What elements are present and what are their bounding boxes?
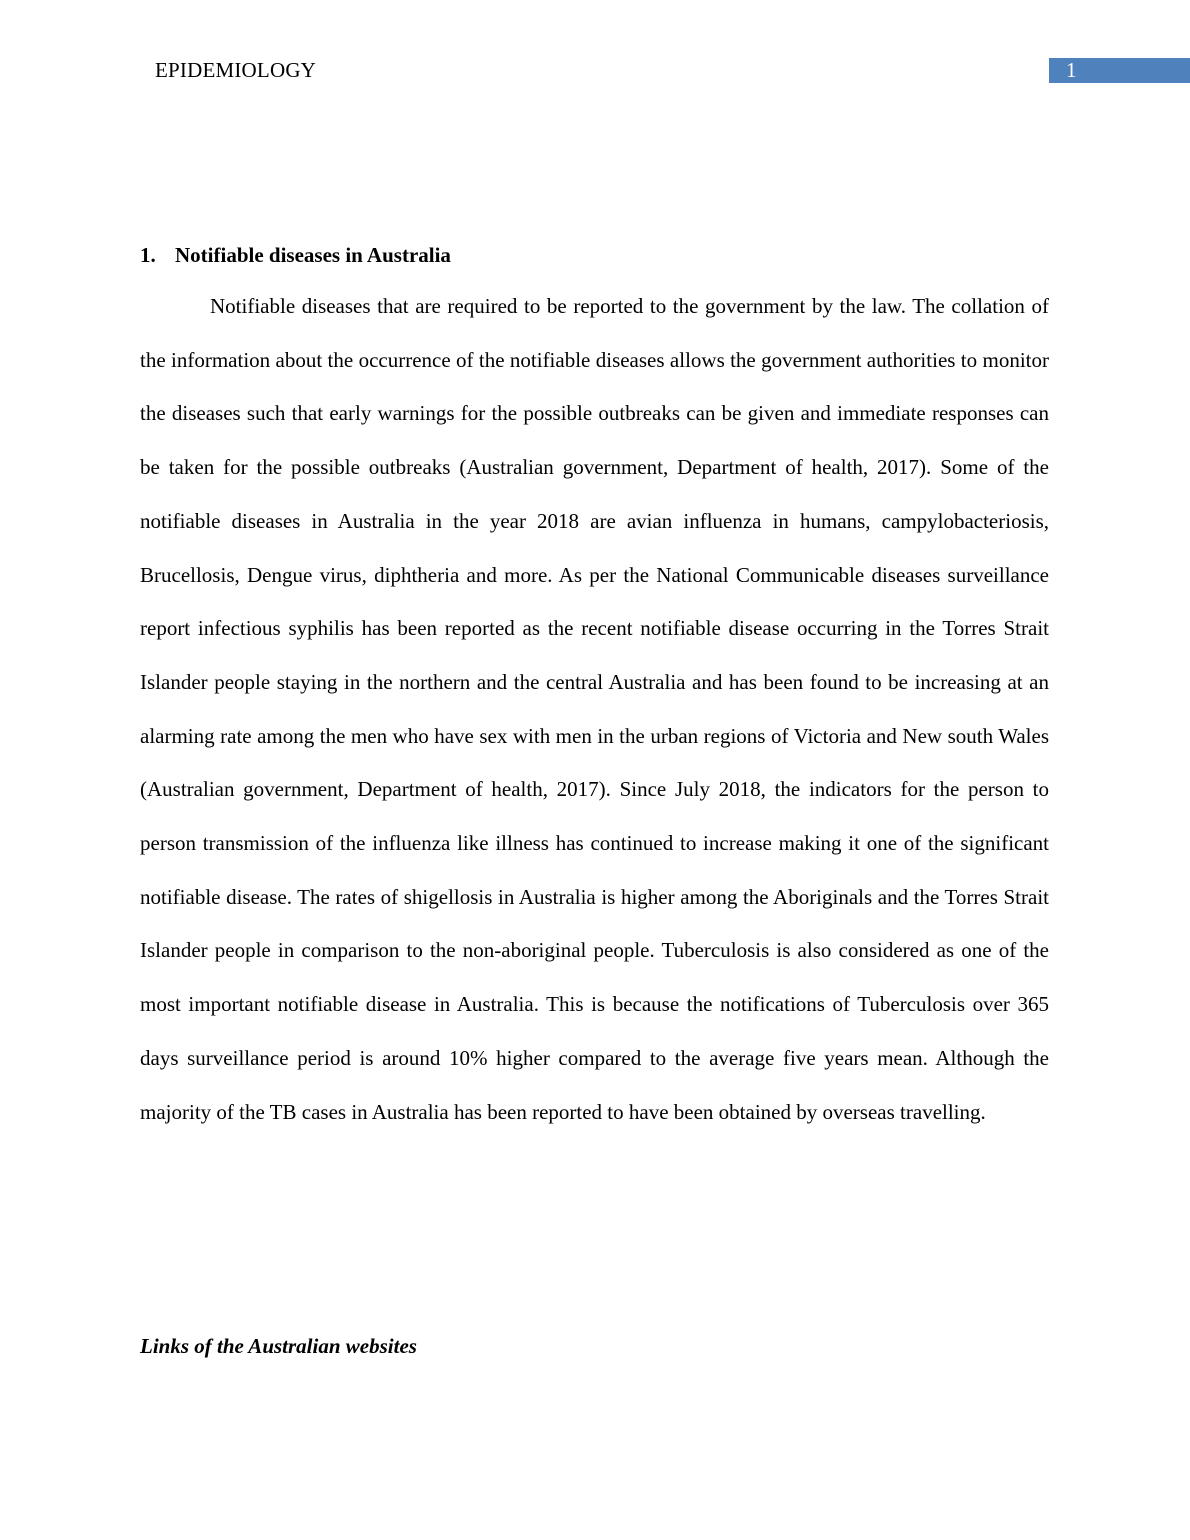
section-title: Notifiable diseases in Australia	[175, 243, 451, 267]
section-heading	[140, 241, 451, 269]
body-paragraph: Notifiable diseases that are required to be reported to the government by the law. The collation of the information about the occurrence of the notifiable diseases allows the government authorities to monitor the diseases such that early warnings for the possible outbreaks can be given and immediate responses can be taken for the possible outbreaks (Australian government, Department of health, 2017). Some of the notifiable diseases in Australia in the year 2018 are avian influenza in humans, campylobacteriosis, Brucellosis, Dengue virus, diphtheria and more. As per the National Communicable diseases surveillance report infectious syphilis has been reported as the recent notifiable disease occurring in the Torres Strait Islander people staying in the northern and the central Australia and has been found to be increasing at an alarming rate among the men who have sex with men in the urban regions of Victoria and New south Wales (Australian government, Department of health, 2017). Since July 2018, the indicators for the person to person transmission of the influenza like illness has continued to increase making it one of the significant notifiable disease. The rates of shigellosis in Australia is higher among the Aboriginals and the Torres Strait Islander people in comparison to the non-aboriginal people. Tuberculosis is also considered as one of the most important notifiable disease in Australia. This is because the notifications of Tuberculosis over 365 days surveillance period is around 10% higher compared to the average five years mean. Although the majority of the TB cases in Australia has been reported to have been obtained by overseas travelling.	[140, 294, 1049, 1124]
running-head: EPIDEMIOLOGY	[155, 58, 317, 82]
page-number-bar	[1049, 58, 1190, 83]
subsection-heading: Links of the Australian websites	[140, 1334, 417, 1358]
page-number: 1	[1066, 58, 1077, 82]
section-number: 1.	[140, 243, 156, 267]
